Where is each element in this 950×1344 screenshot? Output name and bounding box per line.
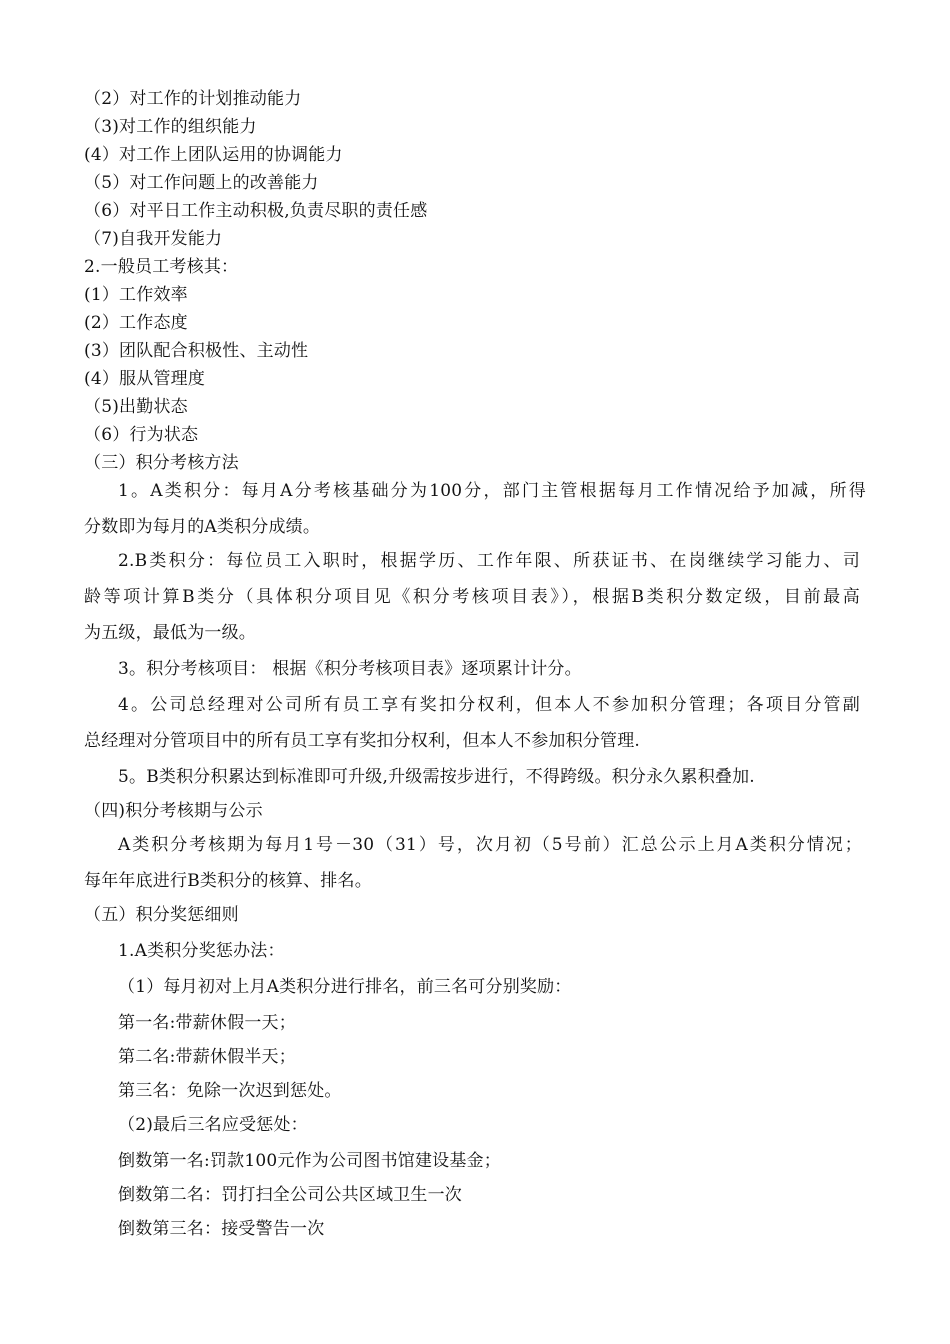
section-heading-rewards: （五）积分奖惩细则 bbox=[84, 905, 239, 925]
criteria-item-2: （2）对工作的计划推动能力 bbox=[84, 89, 302, 109]
staff-item-4: (4）服从管理度 bbox=[84, 369, 206, 389]
penalty-intro: （2)最后三名应受惩处： bbox=[118, 1115, 308, 1135]
method-paragraph-4-line-1: 4。公司总经理对公司所有员工享有奖扣分权利，但本人不参加积分管理；各项目分管副 bbox=[118, 695, 860, 715]
method-paragraph-1-line-2: 分数即为每月的A类积分成绩。 bbox=[84, 517, 321, 537]
staff-item-2: (2）工作态度 bbox=[84, 313, 188, 333]
method-paragraph-2-line-1: 2.B类积分：每位员工入职时，根据学历、工作年限、所获证书、在岗继续学习能力、司 bbox=[118, 551, 860, 571]
period-paragraph-line-2: 每年年底进行B类积分的核算、排名。 bbox=[84, 871, 372, 891]
criteria-item-7: （7)自我开发能力 bbox=[84, 229, 223, 249]
section-heading-method: （三）积分考核方法 bbox=[84, 453, 239, 473]
rewards-top-three-intro: （1）每月初对上月A类积分进行排名，前三名可分别奖励： bbox=[118, 977, 572, 997]
method-paragraph-1-line-1: 1。A类积分：每月A分考核基础分为100分，部门主管根据每月工作情况给予加减，所得 bbox=[118, 481, 867, 501]
method-paragraph-4-line-2: 总经理对分管项目中的所有员工享有奖扣分权利，但本人不参加积分管理. bbox=[84, 731, 641, 751]
staff-item-6: （6）行为状态 bbox=[84, 425, 199, 445]
staff-item-1: (1）工作效率 bbox=[84, 285, 188, 305]
penalty-second-last: 倒数第二名：罚打扫全公司公共区域卫生一次 bbox=[118, 1185, 462, 1205]
criteria-item-5: （5）对工作问题上的改善能力 bbox=[84, 173, 319, 193]
method-paragraph-3: 3。积分考核项目： 根据《积分考核项目表》逐项累计计分。 bbox=[118, 659, 582, 679]
staff-item-3: (3）团队配合积极性、主动性 bbox=[84, 341, 309, 361]
staff-item-5: （5)出勤状态 bbox=[84, 397, 188, 417]
section-heading-general-staff: 2.一般员工考核其： bbox=[84, 257, 239, 277]
method-paragraph-2-line-3: 为五级，最低为一级。 bbox=[84, 623, 256, 643]
section-heading-period: （四)积分考核期与公示 bbox=[84, 801, 263, 821]
period-paragraph-line-1: A类积分考核期为每月1号－30（31）号，次月初（5号前）汇总公示上月A类积分情况； bbox=[118, 835, 862, 855]
criteria-item-4: (4）对工作上团队运用的协调能力 bbox=[84, 145, 343, 165]
reward-second-place: 第二名:带薪休假半天； bbox=[118, 1047, 296, 1067]
rewards-subheading: 1.A类积分奖惩办法： bbox=[118, 941, 285, 961]
criteria-item-6: （6）对平日工作主动积极,负责尽职的责任感 bbox=[84, 201, 428, 221]
method-paragraph-5: 5。B类积分积累达到标准即可升级,升级需按步进行，不得跨级。积分永久累积叠加. bbox=[118, 767, 755, 787]
penalty-third-last: 倒数第三名：接受警告一次 bbox=[118, 1219, 325, 1239]
penalty-last-place: 倒数第一名:罚款100元作为公司图书馆建设基金； bbox=[118, 1151, 501, 1171]
criteria-item-3: （3)对工作的组织能力 bbox=[84, 117, 257, 137]
method-paragraph-2-line-2: 龄等项计算B类分（具体积分项目见《积分考核项目表》），根据B类积分数定级，目前最高 bbox=[84, 587, 860, 607]
reward-third-place: 第三名：免除一次迟到惩处。 bbox=[118, 1081, 342, 1101]
reward-first-place: 第一名:带薪休假一天； bbox=[118, 1013, 296, 1033]
